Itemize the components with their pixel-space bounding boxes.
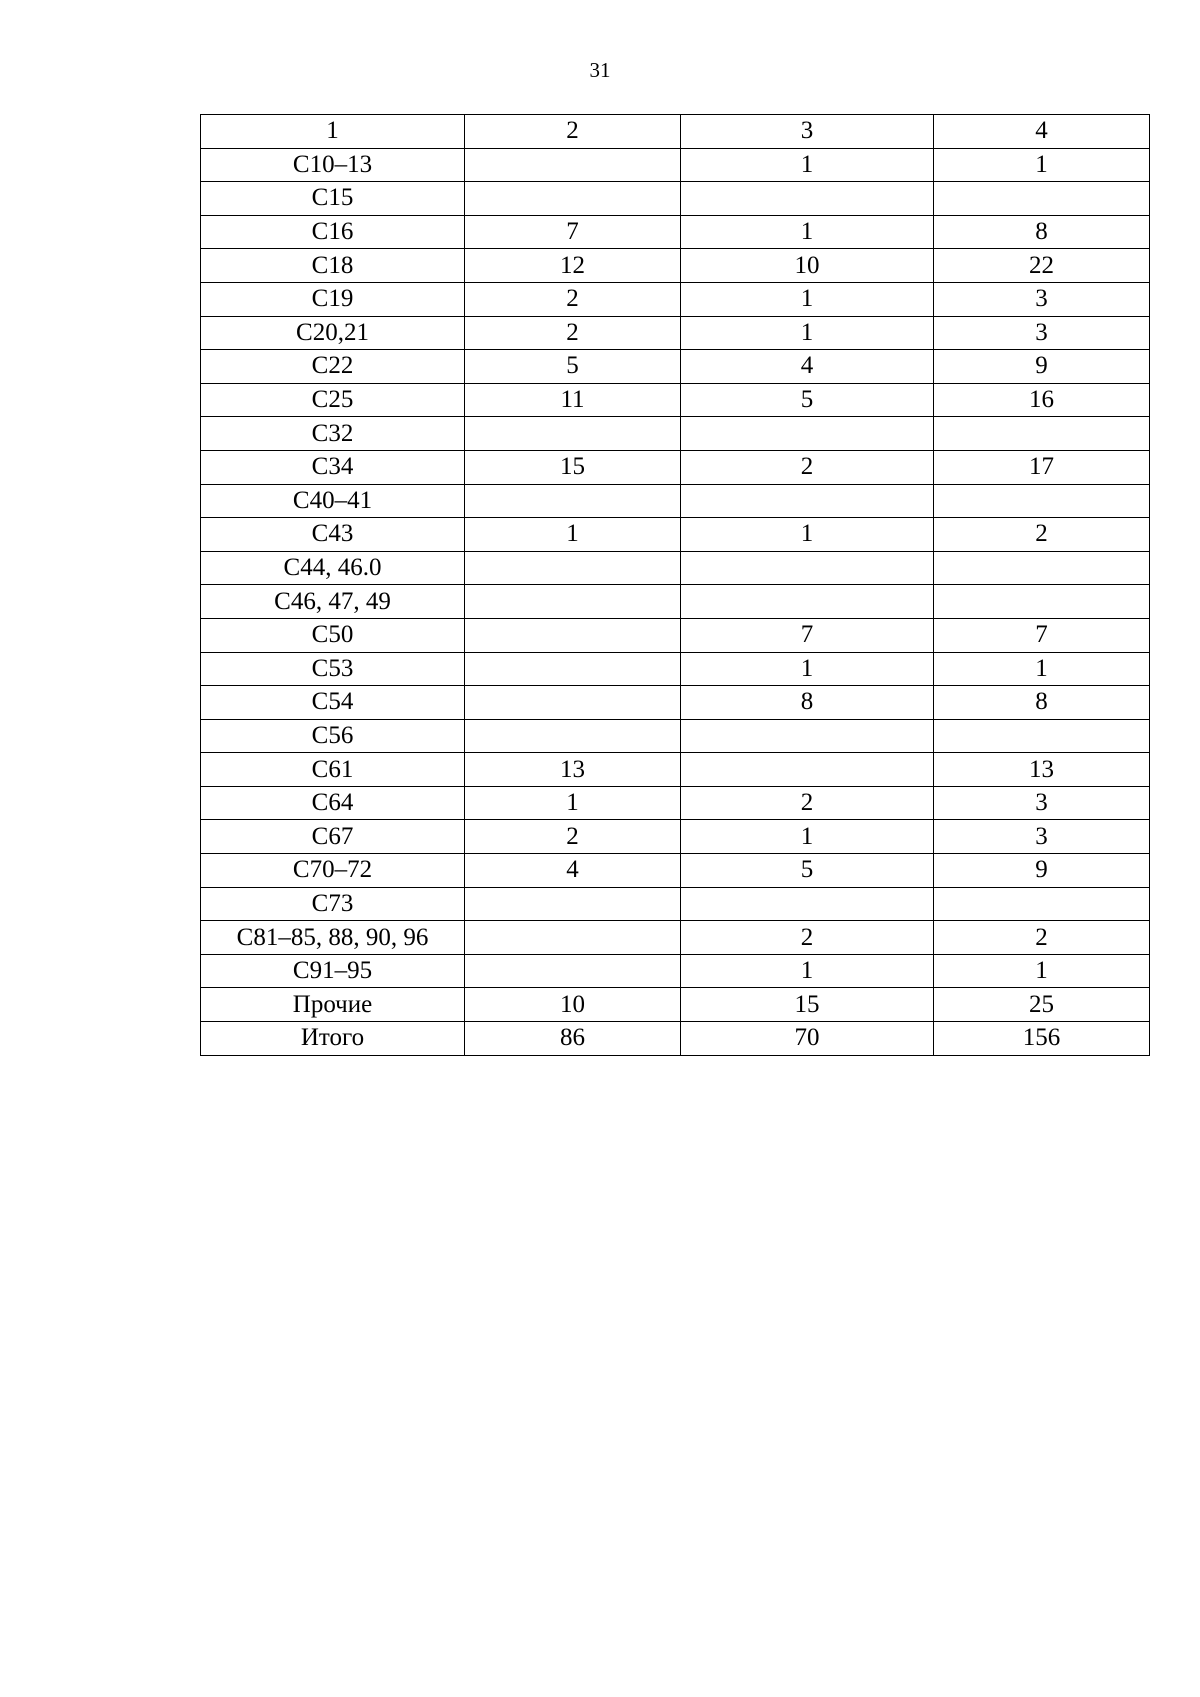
column-2-cell: 1 — [465, 518, 681, 552]
column-4-cell — [934, 182, 1150, 216]
column-3-cell: 1 — [681, 820, 934, 854]
row-label-cell: С22 — [201, 350, 465, 384]
column-3-cell: 1 — [681, 282, 934, 316]
column-3-cell: 10 — [681, 249, 934, 283]
column-2-cell — [465, 148, 681, 182]
column-3-cell: 4 — [681, 350, 934, 384]
column-3-cell: 70 — [681, 1022, 934, 1056]
table-row — [201, 887, 1150, 921]
row-label-cell: С54 — [201, 686, 465, 720]
column-2-cell: 86 — [465, 1022, 681, 1056]
table-row — [201, 383, 1150, 417]
table-row — [201, 350, 1150, 384]
row-label-cell: С25 — [201, 383, 465, 417]
column-2-cell: 2 — [465, 316, 681, 350]
column-3-cell: 8 — [681, 686, 934, 720]
table-row — [201, 551, 1150, 585]
table-row — [201, 585, 1150, 619]
row-label-cell: Итого — [201, 1022, 465, 1056]
column-4-cell: 1 — [934, 954, 1150, 988]
table-row — [201, 450, 1150, 484]
row-label-cell: С91–95 — [201, 954, 465, 988]
column-number-1: 1 — [201, 115, 465, 149]
column-3-cell: 1 — [681, 518, 934, 552]
column-4-cell — [934, 887, 1150, 921]
table-row — [201, 518, 1150, 552]
table-row — [201, 249, 1150, 283]
row-label-cell: С56 — [201, 719, 465, 753]
column-2-cell: 7 — [465, 215, 681, 249]
column-3-cell — [681, 551, 934, 585]
column-4-cell: 1 — [934, 148, 1150, 182]
column-3-cell — [681, 585, 934, 619]
column-3-cell: 1 — [681, 652, 934, 686]
column-4-cell: 13 — [934, 753, 1150, 787]
row-label-cell: С32 — [201, 417, 465, 451]
column-2-cell — [465, 686, 681, 720]
column-3-cell: 15 — [681, 988, 934, 1022]
row-label-cell: С15 — [201, 182, 465, 216]
column-4-cell: 9 — [934, 854, 1150, 888]
column-2-cell: 15 — [465, 450, 681, 484]
row-label-cell: С61 — [201, 753, 465, 787]
row-label-cell: С10–13 — [201, 148, 465, 182]
row-label-cell: С53 — [201, 652, 465, 686]
column-3-cell: 5 — [681, 383, 934, 417]
row-label-cell: С50 — [201, 618, 465, 652]
row-label-cell: С40–41 — [201, 484, 465, 518]
row-label-cell: С70–72 — [201, 854, 465, 888]
table-row — [201, 753, 1150, 787]
column-2-cell — [465, 417, 681, 451]
column-4-cell: 156 — [934, 1022, 1150, 1056]
table-row — [201, 719, 1150, 753]
row-label-cell: С18 — [201, 249, 465, 283]
column-2-cell: 11 — [465, 383, 681, 417]
column-3-cell: 2 — [681, 786, 934, 820]
column-4-cell: 3 — [934, 820, 1150, 854]
column-4-cell — [934, 484, 1150, 518]
page-number: 31 — [589, 58, 611, 82]
column-2-cell: 13 — [465, 753, 681, 787]
table-row — [201, 316, 1150, 350]
column-2-cell — [465, 921, 681, 955]
row-label-cell: С46, 47, 49 — [201, 585, 465, 619]
row-label-cell: С73 — [201, 887, 465, 921]
data-table — [200, 114, 1150, 1056]
table-row — [201, 215, 1150, 249]
column-4-cell: 25 — [934, 988, 1150, 1022]
column-3-cell — [681, 182, 934, 216]
column-4-cell — [934, 417, 1150, 451]
table-row — [201, 820, 1150, 854]
column-3-cell — [681, 417, 934, 451]
column-2-cell — [465, 954, 681, 988]
column-2-cell — [465, 182, 681, 216]
column-3-cell — [681, 753, 934, 787]
column-4-cell: 2 — [934, 518, 1150, 552]
column-4-cell: 22 — [934, 249, 1150, 283]
row-label-cell: С43 — [201, 518, 465, 552]
table-row — [201, 417, 1150, 451]
row-label-cell: С19 — [201, 282, 465, 316]
table-header-row — [201, 115, 1150, 149]
column-4-cell — [934, 719, 1150, 753]
column-2-cell: 12 — [465, 249, 681, 283]
column-3-cell — [681, 887, 934, 921]
column-4-cell: 2 — [934, 921, 1150, 955]
column-3-cell: 1 — [681, 316, 934, 350]
table-row — [201, 182, 1150, 216]
column-3-cell: 2 — [681, 450, 934, 484]
column-4-cell: 16 — [934, 383, 1150, 417]
column-3-cell: 1 — [681, 954, 934, 988]
column-2-cell — [465, 551, 681, 585]
table-row — [201, 618, 1150, 652]
column-2-cell — [465, 484, 681, 518]
column-2-cell: 2 — [465, 282, 681, 316]
row-label-cell: Прочие — [201, 988, 465, 1022]
table-row — [201, 282, 1150, 316]
row-label-cell: С16 — [201, 215, 465, 249]
column-3-cell: 2 — [681, 921, 934, 955]
column-2-cell — [465, 585, 681, 619]
row-label-cell: С34 — [201, 450, 465, 484]
table-row — [201, 854, 1150, 888]
table-row — [201, 686, 1150, 720]
table-row — [201, 1022, 1150, 1056]
row-label-cell: С67 — [201, 820, 465, 854]
column-4-cell — [934, 551, 1150, 585]
column-4-cell: 3 — [934, 786, 1150, 820]
column-4-cell: 3 — [934, 282, 1150, 316]
column-2-cell: 4 — [465, 854, 681, 888]
column-2-cell: 5 — [465, 350, 681, 384]
column-2-cell — [465, 652, 681, 686]
table-row — [201, 921, 1150, 955]
table-row — [201, 148, 1150, 182]
row-label-cell: С64 — [201, 786, 465, 820]
column-2-cell: 2 — [465, 820, 681, 854]
table-row — [201, 652, 1150, 686]
column-4-cell: 17 — [934, 450, 1150, 484]
column-3-cell: 7 — [681, 618, 934, 652]
column-3-cell: 1 — [681, 148, 934, 182]
column-number-2: 2 — [465, 115, 681, 149]
table-body — [201, 115, 1150, 1056]
column-2-cell: 10 — [465, 988, 681, 1022]
table-row — [201, 954, 1150, 988]
column-number-4: 4 — [934, 115, 1150, 149]
column-3-cell — [681, 484, 934, 518]
column-3-cell: 1 — [681, 215, 934, 249]
row-label-cell: С81–85, 88, 90, 96 — [201, 921, 465, 955]
column-4-cell: 7 — [934, 618, 1150, 652]
column-3-cell: 5 — [681, 854, 934, 888]
column-4-cell: 3 — [934, 316, 1150, 350]
column-4-cell: 8 — [934, 215, 1150, 249]
column-4-cell: 1 — [934, 652, 1150, 686]
column-4-cell: 8 — [934, 686, 1150, 720]
row-label-cell: С20,21 — [201, 316, 465, 350]
column-3-cell — [681, 719, 934, 753]
table-row — [201, 484, 1150, 518]
table-row — [201, 786, 1150, 820]
column-4-cell: 9 — [934, 350, 1150, 384]
column-number-3: 3 — [681, 115, 934, 149]
column-2-cell — [465, 887, 681, 921]
column-2-cell: 1 — [465, 786, 681, 820]
column-2-cell — [465, 719, 681, 753]
column-2-cell — [465, 618, 681, 652]
table-row — [201, 988, 1150, 1022]
column-4-cell — [934, 585, 1150, 619]
row-label-cell: С44, 46.0 — [201, 551, 465, 585]
